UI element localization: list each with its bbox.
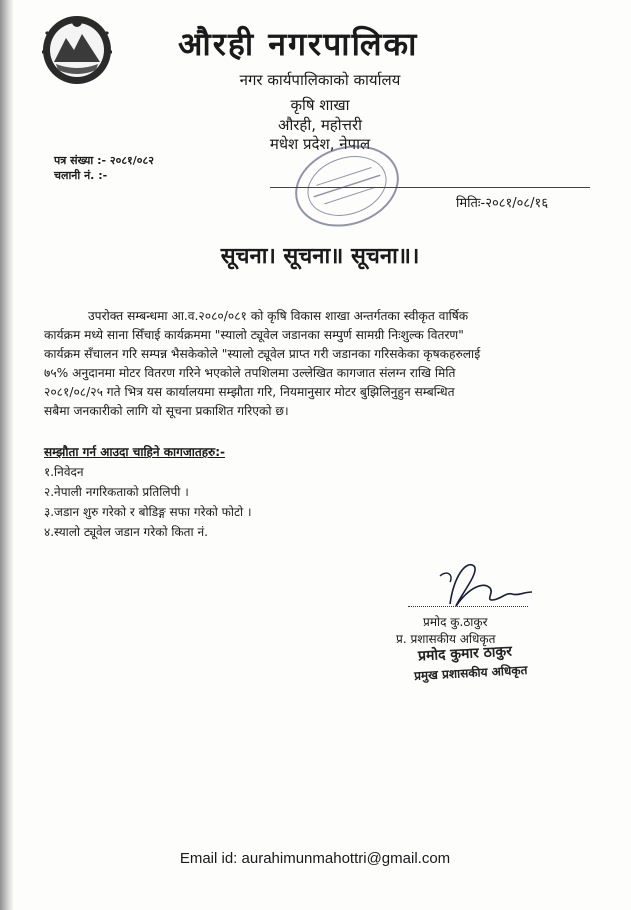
- nepal-emblem-logo: [36, 12, 118, 88]
- body-line: उपरोक्त सम्बन्धमा आ.व.२०८०/०८१ को कृषि विकास शाखा अन्तर्गतका स्वीकृत वार्षिक: [88, 309, 469, 323]
- list-item: ४.स्यालो ट्यूवेल जडान गरेको किता नं.: [44, 525, 208, 539]
- name-stamp: प्रमोद कुमार ठाकुर: [417, 643, 513, 665]
- notice-body: [44, 307, 589, 421]
- handwritten-signature: [420, 556, 550, 616]
- header-divider: [270, 187, 590, 188]
- letter-number: पत्र संख्या :- २०८१/०८२: [54, 154, 154, 167]
- footer-email: Email id: aurahimunmahottri@gmail.com: [179, 850, 451, 867]
- dispatch-number: चलानी नं. :-: [54, 169, 108, 182]
- documents-heading: सम्झौता गर्न आउदा चाहिने कागजातहरु:-: [44, 445, 226, 459]
- signatory-name: प्रमोद कु.ठाकुर: [423, 615, 488, 629]
- title-stamp: प्रमुख प्रशासकीय अधिकृत: [413, 663, 528, 683]
- notice-heading: सूचना। सूचना॥ सूचना॥।: [220, 244, 420, 269]
- documents-list: [44, 462, 252, 542]
- body-line: कार्यक्रम मध्ये साना सिँचाई कार्यक्रममा "स्यालो ट्यूवेल जडानका सम्पुर्ण सामग्री निःशुल्क वितरण": [44, 328, 464, 342]
- office-name: नगर कार्यपालिकाको कार्यालय: [239, 71, 401, 89]
- body-line: सबैमा जनकारीको लागि यो सूचना प्रकाशित गरिएको छ।: [44, 404, 289, 418]
- signature-line: [408, 606, 528, 607]
- branch-name: कृषि शाखा: [290, 96, 350, 114]
- body-line: २०८१/०८/२५ गते भित्र यस कार्यालयमा सम्झौता गरि, नियमानुसार मोटर बुझिलिनुहुन सम्बन्धित: [44, 385, 455, 399]
- list-item: २.नेपाली नगरिकताको प्रतिलिपी ।: [44, 485, 189, 499]
- municipality-title: औरही नगरपालिका: [178, 25, 419, 63]
- list-item: ३.जडान शुरु गरेको र बोडिङ्ग सफा गरेको फोटो ।: [44, 505, 252, 519]
- body-line: कार्यक्रम सँचालन गरि सम्पन्न भैसकेकोले "स्यालो ट्यूवेल प्राप्त गरी जडानका गरिसकेका कृषकहरुलाई: [44, 347, 481, 361]
- body-line: ७५% अनुदानमा मोटर वितरण गरिने भएकोले तपशिलमा उल्लेखित कागजात संलग्न राखि मिति: [44, 366, 456, 380]
- list-item: १.निवेदन: [44, 465, 84, 479]
- signatory-title: प्र. प्रशासकीय अधिकृत: [396, 632, 496, 646]
- letter-date: मितिः-२०८१/०८/१६: [456, 196, 549, 211]
- scan-edge-shadow: [0, 0, 14, 910]
- office-location: औरही, महोत्तरी: [277, 116, 363, 134]
- province-name: मधेश प्रदेश, नेपाल: [269, 135, 371, 153]
